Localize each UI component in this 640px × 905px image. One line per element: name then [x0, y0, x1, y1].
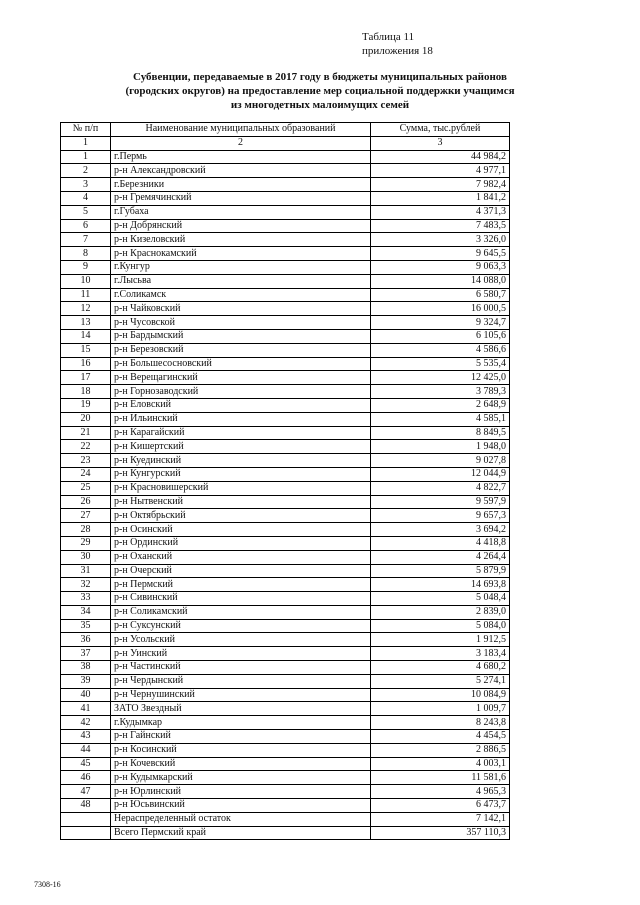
column-number: 3 — [371, 136, 510, 150]
row-name: г.Кудымкар — [111, 716, 371, 730]
row-name: р-н Красновишерский — [111, 481, 371, 495]
row-number: 3 — [61, 178, 111, 192]
row-amount: 2 648,9 — [371, 398, 510, 412]
row-amount: 4 680,2 — [371, 661, 510, 675]
row-amount: 8 243,8 — [371, 716, 510, 730]
column-number: 2 — [111, 136, 371, 150]
column-number-row — [61, 136, 510, 150]
table-row — [61, 205, 510, 219]
table-row — [61, 398, 510, 412]
row-name: г.Губаха — [111, 205, 371, 219]
row-amount: 1 009,7 — [371, 702, 510, 716]
row-name: р-н Кунгурский — [111, 467, 371, 481]
row-number: 22 — [61, 440, 111, 454]
header-sum-label: Сумма, тыс.рублей — [399, 123, 481, 135]
row-number: 37 — [61, 647, 111, 661]
row-name: р-н Очерский — [111, 564, 371, 578]
row-name: р-н Юрлинский — [111, 785, 371, 799]
row-name: р-н Кочевский — [111, 757, 371, 771]
table-row — [61, 536, 510, 550]
row-amount: 3 694,2 — [371, 523, 510, 537]
row-name: р-н Чусовской — [111, 316, 371, 330]
row-number: 4 — [61, 191, 111, 205]
row-number: 10 — [61, 274, 111, 288]
header-name — [111, 123, 371, 137]
table-body — [61, 150, 510, 812]
row-number: 28 — [61, 523, 111, 537]
row-number: 20 — [61, 412, 111, 426]
table-row — [61, 550, 510, 564]
row-number: 44 — [61, 743, 111, 757]
row-name: р-н Нытвенский — [111, 495, 371, 509]
row-name: р-н Еловский — [111, 398, 371, 412]
table-row — [61, 288, 510, 302]
row-amount: 1 912,5 — [371, 633, 510, 647]
row-amount: 8 849,5 — [371, 426, 510, 440]
row-amount: 5 535,4 — [371, 357, 510, 371]
row-amount: 5 084,0 — [371, 619, 510, 633]
row-amount: 6 105,6 — [371, 329, 510, 343]
row-name: р-н Чернушинский — [111, 688, 371, 702]
table-row — [61, 412, 510, 426]
row-name: р-н Большесосновский — [111, 357, 371, 371]
row-amount: 4 977,1 — [371, 164, 510, 178]
unallocated-row — [61, 812, 510, 826]
row-number: 24 — [61, 467, 111, 481]
row-amount: 12 044,9 — [371, 467, 510, 481]
row-amount: 4 965,3 — [371, 785, 510, 799]
row-number: 16 — [61, 357, 111, 371]
row-name: р-н Верещагинский — [111, 371, 371, 385]
row-name: р-н Косинский — [111, 743, 371, 757]
row-number: 42 — [61, 716, 111, 730]
row-number: 18 — [61, 385, 111, 399]
table-row — [61, 619, 510, 633]
table-row — [61, 343, 510, 357]
row-name: р-н Гайнский — [111, 730, 371, 744]
row-amount: 6 580,7 — [371, 288, 510, 302]
table-row — [61, 440, 510, 454]
row-number: 33 — [61, 592, 111, 606]
row-amount: 10 084,9 — [371, 688, 510, 702]
row-amount: 3 183,4 — [371, 647, 510, 661]
row-amount: 4 822,7 — [371, 481, 510, 495]
table-row — [61, 274, 510, 288]
table-row — [61, 799, 510, 813]
table-row — [61, 771, 510, 785]
row-name: г.Пермь — [111, 150, 371, 164]
row-number: 45 — [61, 757, 111, 771]
row-number: 14 — [61, 329, 111, 343]
row-number: 48 — [61, 799, 111, 813]
table-row — [61, 150, 510, 164]
table-row — [61, 495, 510, 509]
row-number: 34 — [61, 605, 111, 619]
table-row — [61, 164, 510, 178]
title-line-1: Субвенции, передаваемые в 2017 году в бюджеты муниципальных районов — [133, 71, 507, 83]
row-amount: 16 000,5 — [371, 302, 510, 316]
row-number: 43 — [61, 730, 111, 744]
row-name: р-н Бардымский — [111, 329, 371, 343]
row-name: р-н Кишертский — [111, 440, 371, 454]
header-number — [61, 123, 111, 137]
row-amount: 3 789,3 — [371, 385, 510, 399]
title-line-2: (городских округов) на предоставление мер социальной поддержки учащимся — [125, 85, 515, 97]
table-row — [61, 688, 510, 702]
column-number: 1 — [61, 136, 111, 150]
table-row — [61, 716, 510, 730]
table-row — [61, 743, 510, 757]
row-number: 23 — [61, 454, 111, 468]
row-amount: 4 586,6 — [371, 343, 510, 357]
table-row — [61, 426, 510, 440]
table-row — [61, 509, 510, 523]
row-number: 2 — [61, 164, 111, 178]
row-number: 46 — [61, 771, 111, 785]
row-name: р-н Юсьвинский — [111, 799, 371, 813]
row-name: р-н Кизеловский — [111, 233, 371, 247]
row-amount: 9 597,9 — [371, 495, 510, 509]
header-number-label: № п/п — [72, 123, 99, 135]
total-row — [61, 826, 510, 840]
row-amount: 5 048,4 — [371, 592, 510, 606]
row-number: 27 — [61, 509, 111, 523]
table-row — [61, 454, 510, 468]
row-name: р-н Горнозаводский — [111, 385, 371, 399]
table-row — [61, 523, 510, 537]
row-number: 30 — [61, 550, 111, 564]
table-row — [61, 357, 510, 371]
row-number: 31 — [61, 564, 111, 578]
row-number: 26 — [61, 495, 111, 509]
row-amount: 14 088,0 — [371, 274, 510, 288]
table-row — [61, 219, 510, 233]
total-amount: 357 110,3 — [371, 826, 510, 840]
row-name: р-н Октябрьский — [111, 509, 371, 523]
row-amount: 9 063,3 — [371, 260, 510, 274]
header-name-label: Наименование муниципальных образований — [145, 123, 336, 135]
row-name: г.Кунгур — [111, 260, 371, 274]
table-row — [61, 329, 510, 343]
row-amount: 7 483,5 — [371, 219, 510, 233]
table-row — [61, 578, 510, 592]
table-row — [61, 702, 510, 716]
unallocated-amount: 7 142,1 — [371, 812, 510, 826]
caption-table-number: Таблица 11 — [362, 31, 415, 43]
row-number: 19 — [61, 398, 111, 412]
row-amount: 1 841,2 — [371, 191, 510, 205]
row-number: 7 — [61, 233, 111, 247]
row-name: р-н Оханский — [111, 550, 371, 564]
row-amount: 9 027,8 — [371, 454, 510, 468]
row-amount: 44 984,2 — [371, 150, 510, 164]
row-name: р-н Осинский — [111, 523, 371, 537]
unallocated-label: Нераспределенный остаток — [111, 812, 371, 826]
table-row — [61, 757, 510, 771]
row-number: 36 — [61, 633, 111, 647]
row-name: р-н Частинский — [111, 661, 371, 675]
row-name: р-н Ординский — [111, 536, 371, 550]
table-row — [61, 191, 510, 205]
row-number: 35 — [61, 619, 111, 633]
row-amount: 4 585,1 — [371, 412, 510, 426]
row-name: р-н Ильинский — [111, 412, 371, 426]
row-amount: 3 326,0 — [371, 233, 510, 247]
table-row — [61, 178, 510, 192]
row-amount: 2 839,0 — [371, 605, 510, 619]
row-number: 15 — [61, 343, 111, 357]
table-row — [61, 247, 510, 261]
table-row — [61, 260, 510, 274]
row-name: г.Соликамск — [111, 288, 371, 302]
table-row — [61, 371, 510, 385]
row-number: 25 — [61, 481, 111, 495]
table-row — [61, 674, 510, 688]
caption-appendix: приложения 18 — [362, 45, 433, 57]
subsidy-table — [60, 122, 510, 840]
title-line-3: из многодетных малоимущих семей — [230, 99, 410, 111]
row-number: 6 — [61, 219, 111, 233]
table-row — [61, 605, 510, 619]
row-name: р-н Суксунский — [111, 619, 371, 633]
unallocated-number — [61, 812, 111, 826]
row-number: 40 — [61, 688, 111, 702]
row-name: р-н Куединский — [111, 454, 371, 468]
row-name: р-н Пермский — [111, 578, 371, 592]
row-name: р-н Уинский — [111, 647, 371, 661]
table-row — [61, 564, 510, 578]
row-amount: 7 982,4 — [371, 178, 510, 192]
row-number: 41 — [61, 702, 111, 716]
row-number: 17 — [61, 371, 111, 385]
table-caption — [362, 30, 433, 58]
row-number: 1 — [61, 150, 111, 164]
row-name: р-н Березовский — [111, 343, 371, 357]
row-amount: 2 886,5 — [371, 743, 510, 757]
row-name: р-н Кудымкарский — [111, 771, 371, 785]
row-name: р-н Усольский — [111, 633, 371, 647]
header-sum — [371, 123, 510, 137]
table-row — [61, 647, 510, 661]
table-row — [61, 385, 510, 399]
table-row — [61, 661, 510, 675]
row-number: 21 — [61, 426, 111, 440]
table-row — [61, 730, 510, 744]
row-amount: 4 264,4 — [371, 550, 510, 564]
row-amount: 9 645,5 — [371, 247, 510, 261]
row-name: р-н Добрянский — [111, 219, 371, 233]
row-name: р-н Чайковский — [111, 302, 371, 316]
row-amount: 12 425,0 — [371, 371, 510, 385]
row-name: г.Лысьва — [111, 274, 371, 288]
row-amount: 14 693,8 — [371, 578, 510, 592]
row-name: р-н Гремячинский — [111, 191, 371, 205]
table-row — [61, 233, 510, 247]
table-row — [61, 316, 510, 330]
row-number: 38 — [61, 661, 111, 675]
document-title — [60, 70, 580, 112]
row-name: р-н Карагайский — [111, 426, 371, 440]
row-number: 9 — [61, 260, 111, 274]
row-name: р-н Александровский — [111, 164, 371, 178]
row-name: ЗАТО Звездный — [111, 702, 371, 716]
row-number: 13 — [61, 316, 111, 330]
total-number — [61, 826, 111, 840]
row-number: 8 — [61, 247, 111, 261]
row-amount: 9 657,3 — [371, 509, 510, 523]
row-number: 39 — [61, 674, 111, 688]
row-amount: 5 879,9 — [371, 564, 510, 578]
row-name: р-н Чердынский — [111, 674, 371, 688]
row-amount: 6 473,7 — [371, 799, 510, 813]
total-label: Всего Пермский край — [111, 826, 371, 840]
row-number: 5 — [61, 205, 111, 219]
table-row — [61, 633, 510, 647]
table-row — [61, 592, 510, 606]
row-amount: 9 324,7 — [371, 316, 510, 330]
row-number: 12 — [61, 302, 111, 316]
row-amount: 4 371,3 — [371, 205, 510, 219]
row-amount: 4 418,8 — [371, 536, 510, 550]
document-code: 7308-16 — [34, 880, 61, 889]
row-name: р-н Краснокамский — [111, 247, 371, 261]
row-number: 11 — [61, 288, 111, 302]
row-name: г.Березники — [111, 178, 371, 192]
row-number: 32 — [61, 578, 111, 592]
table-row — [61, 302, 510, 316]
row-amount: 5 274,1 — [371, 674, 510, 688]
row-amount: 11 581,6 — [371, 771, 510, 785]
table-row — [61, 785, 510, 799]
row-name: р-н Соликамский — [111, 605, 371, 619]
table-row — [61, 481, 510, 495]
row-name: р-н Сивинский — [111, 592, 371, 606]
table-row — [61, 467, 510, 481]
row-amount: 4 003,1 — [371, 757, 510, 771]
row-amount: 4 454,5 — [371, 730, 510, 744]
row-number: 47 — [61, 785, 111, 799]
row-amount: 1 948,0 — [371, 440, 510, 454]
row-number: 29 — [61, 536, 111, 550]
